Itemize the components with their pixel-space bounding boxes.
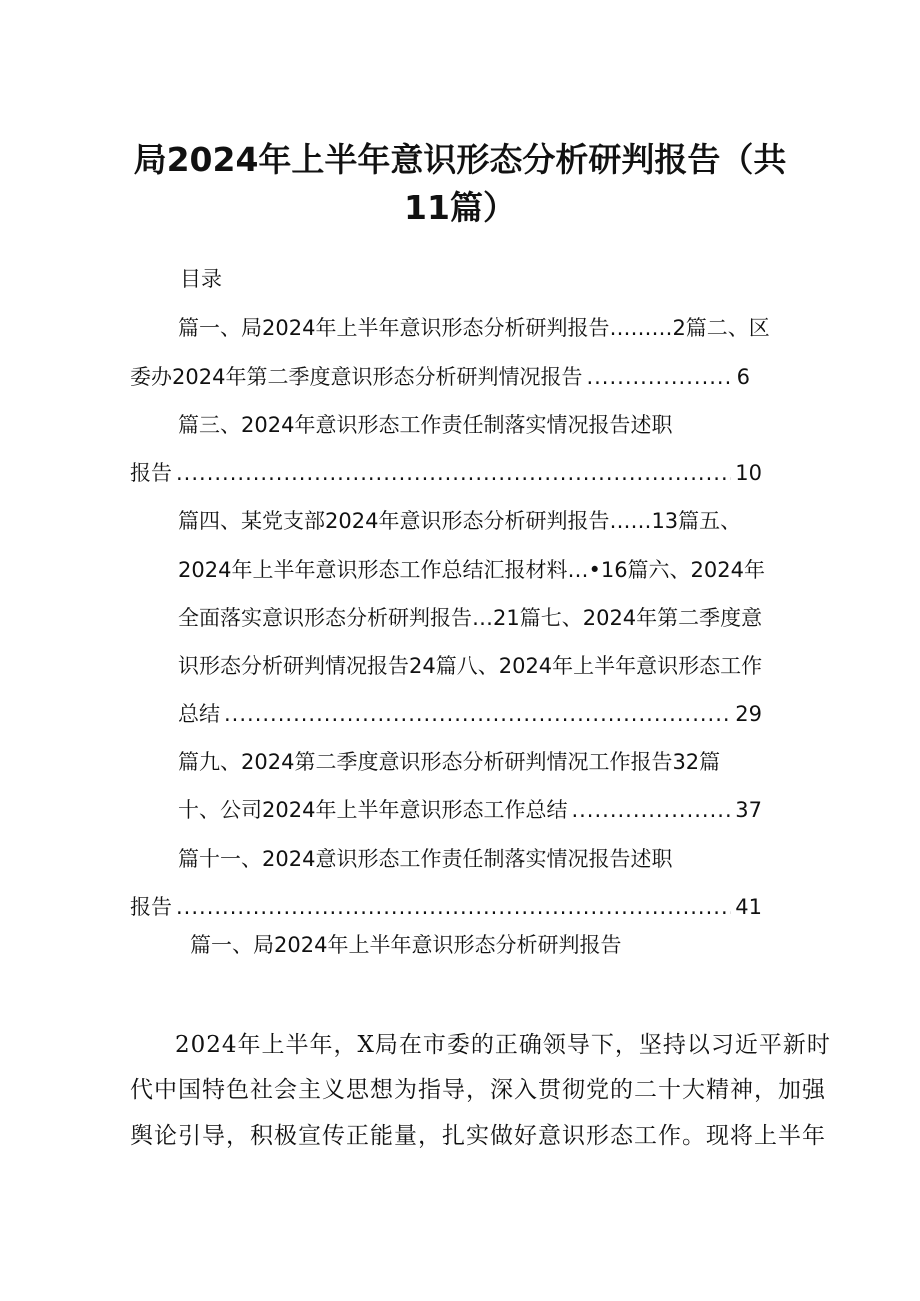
toc-entry[interactable] [130, 892, 762, 922]
body-line: 2024年上半年，X局在市委的正确领导下，坚持以习近平新时 [175, 1032, 831, 1058]
toc-entry-text: 总结 [178, 702, 220, 726]
toc-line[interactable]: 篇十一、2024意识形态工作责任制落实情况报告述职 [178, 847, 673, 871]
toc-page-number: 10 [735, 461, 762, 485]
body-line: 代中国特色社会主义思想为指导，深入贯彻党的二十大精神，加强 [130, 1077, 826, 1103]
toc-leader-dots [586, 362, 732, 392]
toc-page-number: 41 [735, 895, 762, 919]
document-title-line-2: 11篇） [404, 188, 516, 227]
toc-line[interactable]: 篇一、局2024年上半年意识形态分析研判报告………2篇二、区 [178, 316, 770, 340]
toc-line[interactable]: 篇三、2024年意识形态工作责任制落实情况报告述职 [178, 413, 673, 437]
toc-leader-dots [571, 795, 731, 825]
toc-line[interactable]: 篇九、2024第二季度意识形态分析研判情况工作报告32篇 [178, 750, 721, 774]
toc-entry-text: 报告 [130, 895, 172, 919]
toc-entry[interactable] [178, 699, 762, 729]
toc-entry-text: 报告 [130, 461, 172, 485]
toc-line[interactable]: 识形态分析研判情况报告24篇八、2024年上半年意识形态工作 [178, 654, 763, 678]
document-title-line-1: 局2024年上半年意识形态分析研判报告（共 [133, 140, 787, 179]
toc-line[interactable]: 2024年上半年意识形态工作总结汇报材料…•16篇六、2024年 [178, 558, 765, 582]
toc-heading: 目录 [180, 267, 222, 291]
toc-entry[interactable] [130, 458, 762, 488]
toc-entry[interactable] [130, 362, 750, 392]
section-heading: 篇一、局2024年上半年意识形态分析研判报告 [190, 933, 622, 957]
toc-page-number: 29 [735, 702, 762, 726]
toc-page-number: 6 [736, 365, 750, 389]
toc-entry[interactable] [178, 795, 762, 825]
toc-leader-dots [176, 458, 731, 488]
toc-line[interactable]: 篇四、某党支部2024年意识形态分析研判报告……13篇五、 [178, 509, 742, 533]
toc-entry-text: 委办2024年第二季度意识形态分析研判情况报告 [130, 365, 583, 389]
toc-leader-dots [224, 699, 731, 729]
toc-entry-text: 十、公司2024年上半年意识形态工作总结 [178, 798, 568, 822]
toc-leader-dots [176, 892, 731, 922]
toc-page-number: 37 [735, 798, 762, 822]
toc-line[interactable]: 全面落实意识形态分析研判报告…21篇七、2024年第二季度意 [178, 606, 763, 630]
body-line: 舆论引导，积极宣传正能量，扎实做好意识形态工作。现将上半年 [130, 1123, 826, 1149]
